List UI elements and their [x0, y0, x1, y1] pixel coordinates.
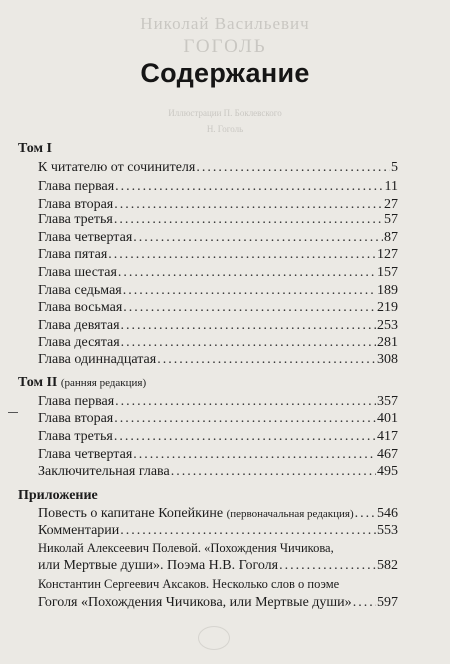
dot-leader	[279, 558, 376, 574]
toc-entry[interactable]	[38, 283, 398, 299]
section-heading-label: Том I	[18, 141, 52, 156]
toc-entry[interactable]	[38, 429, 398, 445]
dot-leader	[108, 247, 376, 263]
dot-leader	[114, 212, 383, 228]
toc-entry-page: 57	[384, 212, 398, 227]
toc-entry-page: 401	[377, 411, 398, 426]
toc-entry-page: 308	[377, 352, 398, 367]
bleed-through-author: Николай Васильевич	[140, 14, 310, 33]
toc-entry[interactable]	[38, 464, 398, 480]
dot-leader	[114, 197, 383, 213]
toc-entry[interactable]	[38, 265, 398, 281]
toc-entry[interactable]	[38, 506, 398, 522]
toc-entry-title-main: Повесть о капитане Копейкине	[38, 506, 224, 521]
toc-entry-line-1[interactable]	[38, 541, 398, 556]
toc-entry-page: 597	[377, 595, 398, 610]
margin-mark	[8, 412, 18, 413]
toc-entry[interactable]	[38, 447, 398, 463]
toc-entry-title: Глава восьмая	[38, 300, 123, 315]
section-heading-label: Приложение	[18, 488, 98, 503]
bleed-through-caption: Н. Гоголь	[206, 124, 244, 134]
toc-entry[interactable]	[38, 300, 398, 316]
toc-entry-page: 417	[377, 429, 398, 444]
dot-leader	[133, 447, 376, 463]
toc-entry-page: 5	[391, 160, 398, 175]
toc-entry-title: Глава третья	[38, 429, 113, 444]
toc-entry[interactable]	[38, 318, 398, 334]
toc-entry-page: 546	[377, 506, 398, 521]
toc-entry-title: Глава седьмая	[38, 283, 122, 298]
dot-leader	[355, 506, 376, 522]
dot-leader	[114, 429, 376, 445]
toc-entry-title: Глава одиннадцатая	[38, 352, 157, 367]
toc-entry[interactable]	[38, 335, 398, 351]
toc-entry-title: Глава вторая	[38, 411, 114, 426]
toc-entry-page: 495	[377, 464, 398, 479]
toc-entry-subtitle: (первоначальная редакция)	[226, 508, 354, 520]
toc-entry-page: 553	[377, 523, 398, 538]
toc-entry-title: Константин Сергеевич Аксаков. Несколько слов о поэме	[38, 577, 340, 591]
toc-entry-title: Заключительная глава	[38, 464, 170, 479]
dot-leader	[123, 300, 376, 316]
toc-entry-title: или Мертвые души». Поэма Н.В. Гоголя	[38, 558, 279, 573]
page-title: Содержание	[140, 58, 310, 88]
dot-leader	[120, 523, 376, 539]
dot-leader	[123, 283, 376, 299]
toc-entry-title: Гоголя «Похождения Чичикова, или Мертвые души»	[38, 595, 352, 610]
toc-entry[interactable]	[38, 352, 398, 368]
toc-entry[interactable]	[38, 212, 398, 228]
dot-leader	[353, 595, 376, 611]
toc-entry-title: Николай Алексеевич Полевой. «Похождения Чичикова,	[38, 541, 334, 555]
toc-entry-page: 467	[377, 447, 398, 462]
toc-entry[interactable]	[38, 523, 398, 539]
toc-entry[interactable]	[38, 411, 398, 427]
toc-entry-title	[38, 506, 354, 522]
toc-entry-page: 157	[377, 265, 398, 280]
toc-entry[interactable]	[38, 179, 398, 195]
toc-entry-line-2[interactable]	[38, 595, 398, 611]
toc-entry-title: Глава шестая	[38, 265, 117, 280]
toc-entry-title: Глава первая	[38, 179, 115, 194]
toc-entry-page: 11	[384, 179, 398, 194]
toc-entry-title: К читателю от сочинителя	[38, 160, 196, 175]
dot-leader	[171, 464, 376, 480]
bleed-through-ornament	[198, 626, 230, 650]
dot-leader	[196, 160, 390, 176]
toc-entry-title: Глава девятая	[38, 318, 120, 333]
dot-leader	[115, 394, 376, 410]
toc-entry-title: Глава пятая	[38, 247, 108, 262]
toc-entry-page: 357	[377, 394, 398, 409]
toc-entry-page: 253	[377, 318, 398, 333]
dot-leader	[114, 411, 376, 427]
toc-entry-line-2[interactable]	[38, 558, 398, 574]
dot-leader	[115, 179, 383, 195]
toc-entry-title: Глава вторая	[38, 197, 114, 212]
toc-entry-title: Глава десятая	[38, 335, 120, 350]
toc-entry-page: 219	[377, 300, 398, 315]
toc-entry[interactable]	[38, 160, 398, 176]
toc-entry[interactable]	[38, 197, 398, 213]
toc-entry-page: 87	[384, 230, 398, 245]
toc-entry-line-1[interactable]	[38, 577, 398, 592]
toc-entry-page: 189	[377, 283, 398, 298]
toc-entry-title: Глава четвертая	[38, 230, 133, 245]
section-heading-note: (ранняя редакция)	[60, 377, 147, 389]
toc-entry-page: 127	[377, 247, 398, 262]
section-heading-appendix	[18, 488, 98, 504]
section-heading-tom-1	[18, 141, 52, 157]
dot-leader	[157, 352, 376, 368]
bleed-through-name: ГОГОЛЬ	[183, 36, 267, 57]
toc-entry-title: Комментарии	[38, 523, 120, 538]
bleed-through-illustrations: Иллюстрации П. Боклевского	[168, 108, 282, 118]
toc-entry-title: Глава первая	[38, 394, 115, 409]
dot-leader	[133, 230, 383, 246]
toc-entry-title: Глава третья	[38, 212, 113, 227]
dot-leader	[121, 335, 376, 351]
section-heading-tom-2	[18, 375, 146, 391]
toc-entry-page: 281	[377, 335, 398, 350]
dot-leader	[121, 318, 376, 334]
toc-entry[interactable]	[38, 394, 398, 410]
toc-entry[interactable]	[38, 230, 398, 246]
toc-entry-page: 27	[384, 197, 398, 212]
section-heading-label: Том II	[18, 375, 58, 390]
toc-entry-title: Глава четвертая	[38, 447, 133, 462]
toc-entry[interactable]	[38, 247, 398, 263]
toc-entry-page: 582	[377, 558, 398, 573]
dot-leader	[118, 265, 376, 281]
